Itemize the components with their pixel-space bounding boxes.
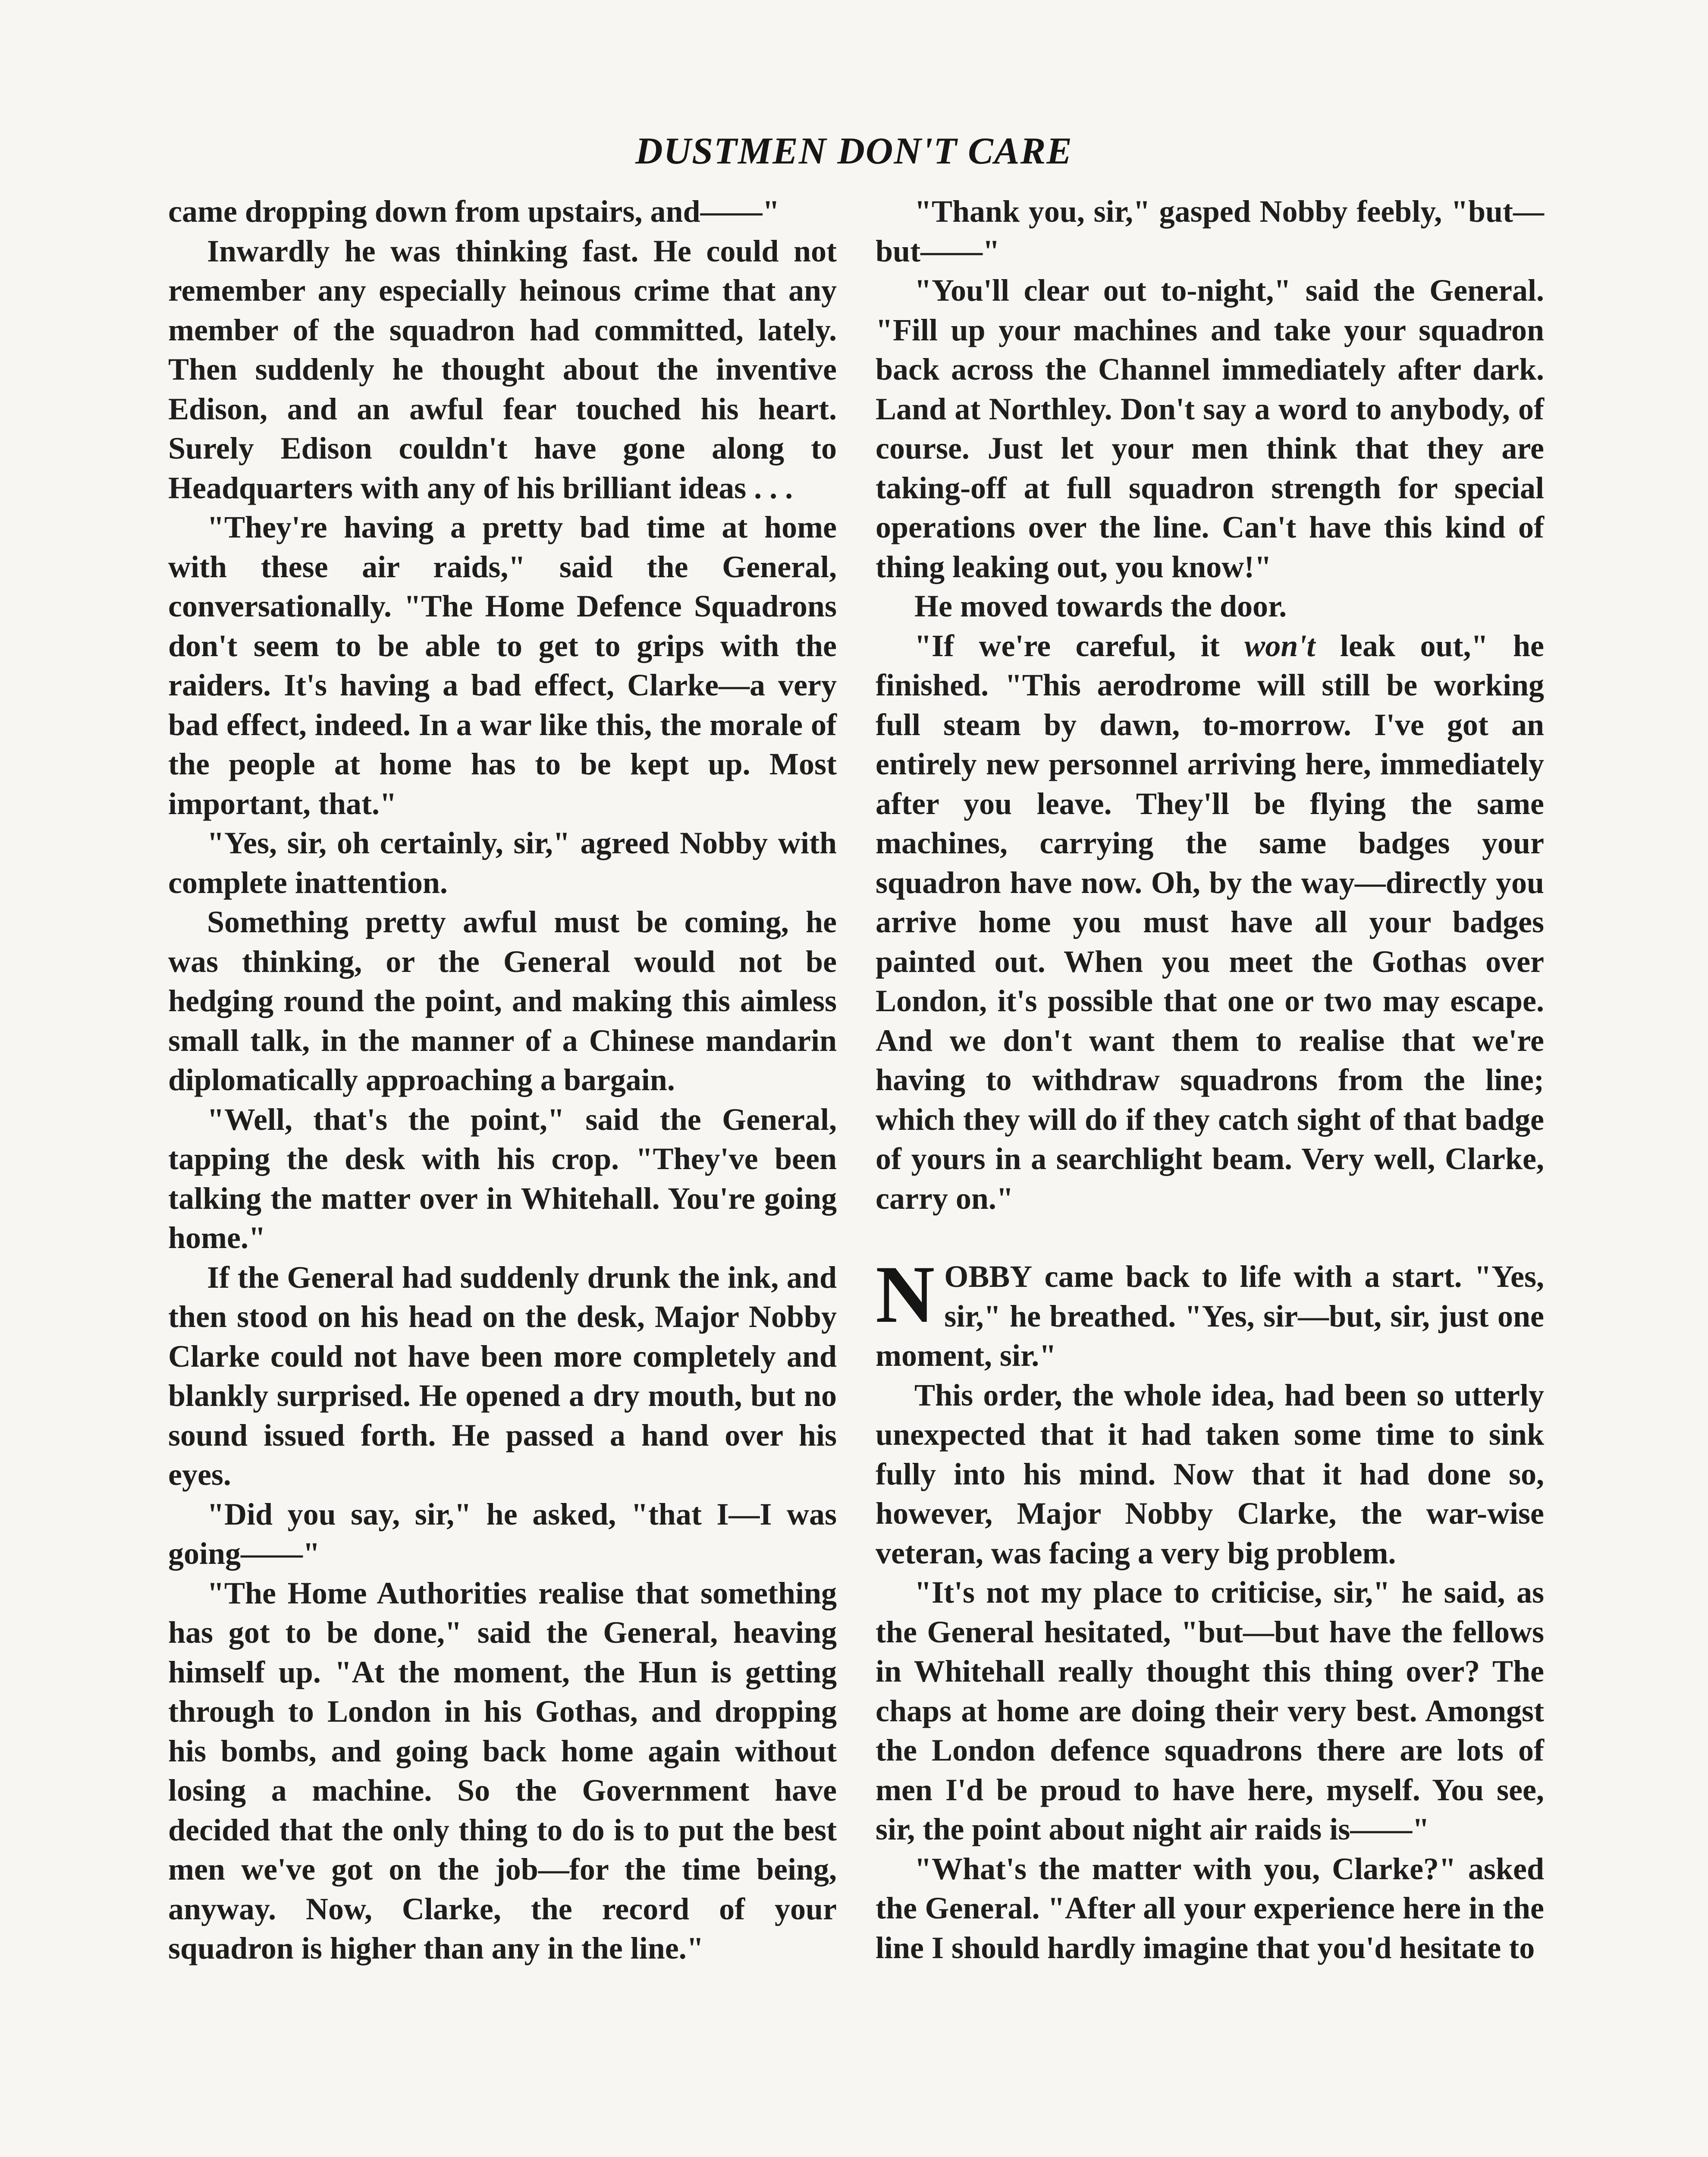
left-text-column [168,192,837,1968]
paragraph: "It's not my place to criticise, sir," he said, as the General hesitated, "but—but have the fellows in Whitehall really thought this thing over? The chaps at home are doing their very best. Amongst the London defence squadrons there are lots of men I'd be proud to have here, myself. You see, sir, the point about night air raids is——" [876,1575,1544,1846]
drop-cap: N [876,1249,935,1340]
paragraph: Inwardly he was thinking fast. He could not remember any especially heinous crime that any member of the squadron had committed, lately. Then suddenly he thought about the inventive Edison, and an awful fear touched his heart. Surely Edison couldn't have gone along to Headquarters with any of his brilliant ideas . . . [168,233,837,505]
paragraph: came dropping down from upstairs, and——" [168,194,780,229]
paragraph-text: "If we're careful, it [914,628,1245,663]
small-caps-lead: OBBY [944,1259,1033,1294]
paragraph: "You'll clear out to-night," said the General. "Fill up your machines and take your squadron back across the Channel immediately after dark. Land at Northley. Don't say a word to anybody, of course. Just let your men think that they are taking-off at full squadron strength for special operations over the line. Can't have this kind of thing leaking out, you know!" [876,273,1544,584]
paragraph: "Yes, sir, oh certainly, sir," agreed Nobby with complete inattention. [168,826,837,900]
paragraph: "Well, that's the point," said the General, tapping the desk with his crop. "They've been talking the matter over in Whitehall. You're going home." [168,1102,837,1255]
emphasis-text: won't [1244,628,1316,663]
paragraph: "They're having a pretty bad time at home with these air raids," said the General, conversationally. "The Home Defence Squadrons don't seem to be able to get to grips with the raiders. It's having a bad effect, Clarke—a very bad effect, indeed. In a war like this, the morale of the people at home has to be kept up. Most important, that." [168,510,837,821]
paragraph: "The Home Authorities realise that something has got to be done," said the General, heaving himself up. "At the moment, the Hun is getting through to London in his Gothas, and dropping his bombs, and going back home again without losing a machine. So the Government have decided that the only thing to do is to put the best men we've got on the job—for the time being, anyway. Now, Clarke, the record of your squadron is higher than any in the line." [168,1575,837,1965]
paragraph: He moved towards the door. [914,589,1287,623]
paragraph: Something pretty awful must be coming, he was thinking, or the General would not be hedging round the point, and making this aimless small talk, in the manner of a Chinese mandarin diplomatically approaching a bargain. [168,905,837,1097]
paragraph-text: leak out," he finished. "This aerodrome will still be working full steam by dawn, to-morrow. I've got an entirely new personnel arriving here, immediately after you leave. They'll be flying the same machines, carrying the same badges your squadron have now. Oh, by the way—directly you arrive home you must have all your badges painted out. When you meet the Gothas over London, it's possible that one or two may escape. And we don't want them to realise that we're having to withdraw squadrons from the line; which they will do if they catch sight of that badge of yours in a searchlight beam. Very well, Clarke, carry on." [876,628,1544,1216]
paragraph: "Did you say, sir," he asked, "that I—I was going——" [168,1497,837,1571]
paragraph: If the General had suddenly drunk the ink, and then stood on his head on the desk, Major Nobby Clarke could not have been more completely and blankly surprised. He opened a dry mouth, but no sound issued forth. He passed a hand over his eyes. [168,1260,837,1492]
paragraph-with-emphasis [876,626,1544,1219]
paragraph: This order, the whole idea, had been so utterly unexpected that it had taken some time to sink fully into his mind. Now that it had done so, however, Major Nobby Clarke, the war-wise veteran, was facing a very big problem. [876,1377,1544,1570]
paragraph-text: came back to life with a start. "Yes, sir," he breathed. "Yes, sir—but, sir, just one moment, sir." [876,1259,1544,1373]
right-text-column [876,192,1544,1968]
section-opening-paragraph [876,1249,1544,1376]
paragraph: "Thank you, sir," gasped Nobby feebly, "but—but——" [876,194,1544,268]
story-title-header: DUSTMEN DON'T CARE [635,130,1073,172]
paragraph: "What's the matter with you, Clarke?" asked the General. "After all your experience here in the line I should hardly imagine that you'd hesitate to [876,1851,1544,1965]
